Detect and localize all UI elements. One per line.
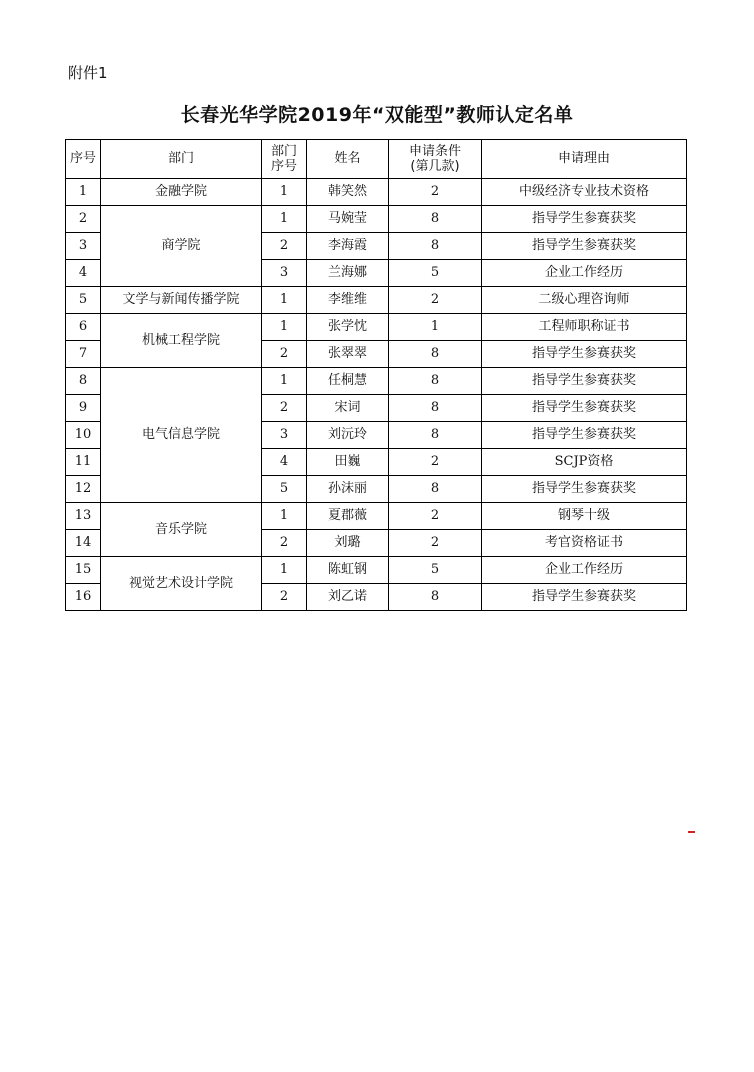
- cell-name: 韩笑然: [307, 179, 389, 206]
- cell-dept-seq: 3: [262, 422, 307, 449]
- cell-dept-seq: 5: [262, 476, 307, 503]
- cell-name: 孙沫丽: [307, 476, 389, 503]
- cell-reason: 指导学生参赛获奖: [482, 368, 687, 395]
- cell-dept: 音乐学院: [101, 503, 262, 557]
- cell-reason: 指导学生参赛获奖: [482, 233, 687, 260]
- cell-dept-seq: 1: [262, 287, 307, 314]
- cell-name: 张翠翠: [307, 341, 389, 368]
- header-condition-line2: (第几款): [410, 159, 460, 174]
- cell-name: 宋词: [307, 395, 389, 422]
- cell-seq: 9: [66, 395, 101, 422]
- table-row: [66, 557, 687, 584]
- header-dept-seq-line2: 序号: [270, 159, 297, 174]
- table-row: [66, 179, 687, 206]
- cell-reason: 考官资格证书: [482, 530, 687, 557]
- cell-condition: 8: [389, 341, 482, 368]
- cell-dept-seq: 2: [262, 584, 307, 611]
- cell-dept-seq: 4: [262, 449, 307, 476]
- header-seq: 序号: [66, 140, 101, 179]
- cell-dept: 文学与新闻传播学院: [101, 287, 262, 314]
- cell-condition: 2: [389, 503, 482, 530]
- cell-dept-seq: 2: [262, 233, 307, 260]
- header-name: 姓名: [307, 140, 389, 179]
- cell-reason: 中级经济专业技术资格: [482, 179, 687, 206]
- header-reason: 申请理由: [482, 140, 687, 179]
- cell-name: 任桐慧: [307, 368, 389, 395]
- cell-dept-seq: 2: [262, 341, 307, 368]
- cell-dept-seq: 1: [262, 179, 307, 206]
- cell-reason: 指导学生参赛获奖: [482, 584, 687, 611]
- cell-condition: 8: [389, 476, 482, 503]
- cell-seq: 16: [66, 584, 101, 611]
- cell-dept: 金融学院: [101, 179, 262, 206]
- cell-name: 兰海娜: [307, 260, 389, 287]
- cell-seq: 15: [66, 557, 101, 584]
- table-header-row: [66, 140, 687, 179]
- cell-name: 李海霞: [307, 233, 389, 260]
- cell-condition: 2: [389, 179, 482, 206]
- cell-condition: 1: [389, 314, 482, 341]
- cell-seq: 14: [66, 530, 101, 557]
- cell-seq: 3: [66, 233, 101, 260]
- cell-name: 张学忱: [307, 314, 389, 341]
- cell-seq: 1: [66, 179, 101, 206]
- cell-dept: 商学院: [101, 206, 262, 287]
- cell-condition: 8: [389, 368, 482, 395]
- cell-seq: 6: [66, 314, 101, 341]
- cell-reason: 指导学生参赛获奖: [482, 422, 687, 449]
- cell-dept-seq: 2: [262, 395, 307, 422]
- attachment-label: 附件1: [68, 64, 108, 82]
- cell-seq: 11: [66, 449, 101, 476]
- header-condition-line1: 申请条件: [408, 144, 461, 159]
- cell-dept-seq: 1: [262, 314, 307, 341]
- cell-reason: 指导学生参赛获奖: [482, 341, 687, 368]
- cell-reason: 钢琴十级: [482, 503, 687, 530]
- cell-name: 夏郡薇: [307, 503, 389, 530]
- cell-reason: 指导学生参赛获奖: [482, 395, 687, 422]
- table-body: [66, 179, 687, 611]
- cell-seq: 7: [66, 341, 101, 368]
- cell-dept: 电气信息学院: [101, 368, 262, 503]
- table-row: [66, 314, 687, 341]
- cell-reason: 工程师职称证书: [482, 314, 687, 341]
- cell-seq: 12: [66, 476, 101, 503]
- cell-name: 李维维: [307, 287, 389, 314]
- header-dept-seq: [262, 140, 307, 179]
- table-row: [66, 368, 687, 395]
- cell-name: 刘璐: [307, 530, 389, 557]
- cell-seq: 2: [66, 206, 101, 233]
- cell-dept: 机械工程学院: [101, 314, 262, 368]
- cell-name: 田巍: [307, 449, 389, 476]
- cell-seq: 10: [66, 422, 101, 449]
- cell-dept-seq: 1: [262, 368, 307, 395]
- cell-name: 马婉莹: [307, 206, 389, 233]
- cell-reason: 企业工作经历: [482, 260, 687, 287]
- cell-condition: 8: [389, 233, 482, 260]
- cell-name: 陈虹钢: [307, 557, 389, 584]
- header-dept-seq-line1: 部门: [270, 144, 297, 159]
- cell-reason: 企业工作经历: [482, 557, 687, 584]
- cell-seq: 13: [66, 503, 101, 530]
- cell-condition: 2: [389, 287, 482, 314]
- cell-reason: 指导学生参赛获奖: [482, 476, 687, 503]
- cell-condition: 2: [389, 449, 482, 476]
- cell-dept-seq: 1: [262, 206, 307, 233]
- table-row: [66, 206, 687, 233]
- cell-name: 刘沅玲: [307, 422, 389, 449]
- cell-name: 刘乙诺: [307, 584, 389, 611]
- cell-dept-seq: 1: [262, 503, 307, 530]
- cell-condition: 5: [389, 557, 482, 584]
- teacher-list-table: [65, 139, 687, 611]
- cell-dept-seq: 1: [262, 557, 307, 584]
- cell-seq: 5: [66, 287, 101, 314]
- cell-seq: 8: [66, 368, 101, 395]
- header-condition: [389, 140, 482, 179]
- cell-reason: SCJP资格: [482, 449, 687, 476]
- cell-reason: 二级心理咨询师: [482, 287, 687, 314]
- cell-condition: 2: [389, 530, 482, 557]
- cell-condition: 8: [389, 206, 482, 233]
- table-row: [66, 287, 687, 314]
- cell-dept-seq: 2: [262, 530, 307, 557]
- document-title: 长春光华学院2019年“双能型”教师认定名单: [180, 104, 574, 126]
- cell-dept-seq: 3: [262, 260, 307, 287]
- header-dept: 部门: [101, 140, 262, 179]
- cell-condition: 8: [389, 395, 482, 422]
- cell-seq: 4: [66, 260, 101, 287]
- cell-condition: 8: [389, 584, 482, 611]
- red-mark: [688, 831, 695, 833]
- cell-reason: 指导学生参赛获奖: [482, 206, 687, 233]
- cell-dept: 视觉艺术设计学院: [101, 557, 262, 611]
- cell-condition: 8: [389, 422, 482, 449]
- cell-condition: 5: [389, 260, 482, 287]
- table-row: [66, 503, 687, 530]
